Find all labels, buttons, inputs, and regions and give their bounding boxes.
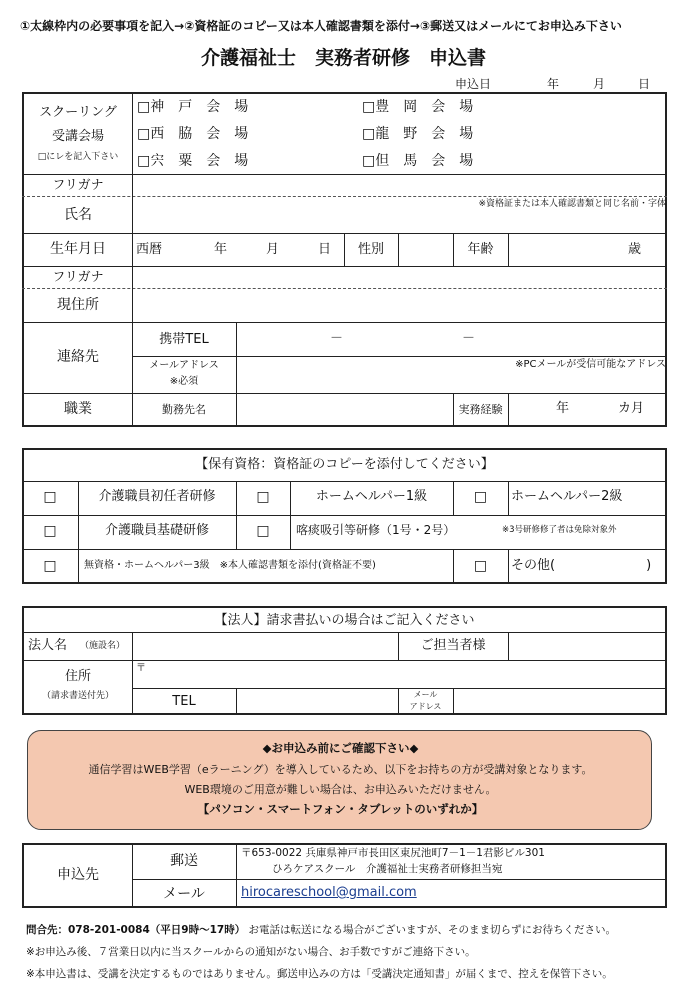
application-day: 日 [638, 77, 651, 91]
era-label: 西暦 [136, 242, 163, 257]
q1-checkbox[interactable]: □ [43, 489, 57, 505]
post-recipient: ひろケアスクール 介護福祉士実務者研修担当宛 [272, 863, 503, 875]
application-date-label: 申込日 [455, 77, 492, 91]
contact-label: 連絡先 [57, 349, 99, 365]
inquiry-phone: 問合先：078-201-0084（平日9時～17時） [26, 924, 246, 936]
corp-name-sub: （施設名） [80, 641, 126, 651]
mobile-label: 携帯TEL [159, 332, 209, 347]
phone-dash-2: － [462, 331, 476, 346]
destination-label: 申込先 [57, 867, 99, 883]
birth-label: 生年月日 [50, 241, 106, 257]
venue-label: 受講会場 [51, 129, 104, 144]
footer-note-2: ※本申込書は、受講を決定するものではありません。郵送申込みの方は「受講決定通知書」が届くまで、控えを保管下さい。 [26, 968, 613, 980]
email-required: ※必須 [169, 376, 199, 387]
q7-checkbox[interactable]: □ [473, 558, 488, 574]
footer-note-1: ※お申込み後、７営業日以内に当スクールからの通知がない場合、お手数ですがご連絡下さい。 [26, 946, 476, 958]
venue-tatsuno-checkbox[interactable]: □龍 野 会 場 [362, 126, 474, 142]
destination-email-link[interactable]: hirocareschool@gmail.com [241, 885, 417, 900]
address-label: 現住所 [57, 297, 99, 313]
name-note: ※資格証または本人確認書類と同じ名前・字体 [478, 199, 666, 209]
application-year: 年 [547, 77, 560, 91]
address-input[interactable] [133, 289, 665, 321]
corp-name-input[interactable] [133, 633, 397, 659]
q2-label: ホームヘルパー1級 [315, 489, 428, 504]
instructions: ①太線枠内の必要事項を記入→②資格証のコピー又は本人確認書類を添付→③郵送又はメールにてお申込み下さい [20, 19, 622, 33]
q1-label: 介護職員初任者研修 [98, 489, 216, 504]
post-label: 郵送 [170, 853, 198, 869]
birth-month-label: 月 [266, 242, 280, 257]
q6-label: 無資格・ホームヘルパー3級 ※本人確認書類を添付(資格証不要) [84, 560, 376, 571]
corp-name-label: 法人名 [28, 638, 68, 653]
corp-tel-label: TEL [172, 694, 196, 709]
notice-line-1: 通信学習はWEB学習（eラーニング）を導入しているため、以下をお持ちの方が受講対象となります。 [88, 763, 593, 776]
notice-line-2: WEB環境のご用意が難しい場合は、お申込みいただけません。 [184, 783, 497, 796]
page-title: 介護福祉士 実務者研修 申込書 [200, 47, 486, 69]
notice-box [27, 730, 652, 830]
gender-input[interactable] [399, 234, 452, 265]
inquiry-line [26, 925, 616, 936]
corp-mail-input[interactable] [454, 689, 665, 714]
phone-dash-1: － [330, 331, 344, 346]
furigana-label: フリガナ [52, 178, 104, 193]
q7-label: その他( ) [511, 558, 652, 573]
name-label: 氏名 [64, 207, 92, 223]
corp-address-input[interactable] [148, 661, 665, 687]
q4-label: 介護職員基礎研修 [104, 523, 209, 538]
corp-address-sub: （請求書送付先） [41, 691, 114, 701]
schooling-label: スクーリング [39, 105, 117, 120]
notice-line-3: 【パソコン・スマートフォン・タブレットのいずれか】 [197, 802, 484, 816]
venue-nishiwaki-checkbox[interactable]: □西 脇 会 場 [137, 126, 249, 142]
birth-day-label: 日 [318, 242, 332, 257]
application-month: 月 [593, 77, 606, 91]
email-input[interactable] [237, 357, 665, 392]
email-label: メールアドレス [149, 360, 219, 371]
postal-mark: 〒 [136, 663, 146, 674]
q4-checkbox[interactable]: □ [43, 523, 57, 539]
workplace-label: 勤務先名 [162, 403, 206, 416]
q5-note: ※3号研修修了者は免除対象外 [502, 525, 617, 535]
contact-person-label: ご担当者様 [420, 638, 486, 653]
contact-person-input[interactable] [509, 633, 665, 659]
post-address: 〒653-0022 兵庫県神戸市長田区東尻池町7－1－1君影ビル301 [241, 847, 545, 859]
corp-address-label: 住所 [64, 669, 91, 684]
experience-month: カ月 [618, 401, 645, 416]
venue-kobe-checkbox[interactable]: □神 戸 会 場 [137, 99, 249, 115]
furigana-input[interactable] [133, 175, 665, 196]
venue-note: □にレを記入下さい [37, 152, 119, 162]
notice-heading: ◆お申込み前にご確認下さい◆ [262, 741, 419, 755]
age-unit: 歳 [628, 242, 642, 257]
q2-checkbox[interactable]: □ [256, 489, 270, 505]
workplace-input[interactable] [237, 394, 452, 425]
experience-label: 実務経験 [458, 403, 503, 416]
q5-checkbox[interactable]: □ [256, 523, 270, 539]
q3-checkbox[interactable]: □ [473, 489, 488, 505]
qualifications-title: 【保有資格：資格証のコピーを添付してください】 [195, 457, 494, 472]
birth-year-label: 年 [214, 242, 228, 257]
corp-mail-label-1: メール [413, 690, 438, 699]
venue-tajima-checkbox[interactable]: □但 馬 会 場 [362, 153, 474, 169]
inquiry-note: お電話は転送になる場合がございますが、そのまま切らずにお待ちください。 [248, 924, 617, 936]
q3-label: ホームヘルパー2級 [511, 489, 623, 504]
gender-label: 性別 [357, 242, 384, 257]
mail-label: メール [163, 886, 205, 902]
corporate-title: 【法人】請求書払いの場合はご記入ください [214, 613, 475, 628]
corp-tel-input[interactable] [237, 689, 397, 714]
venue-toyooka-checkbox[interactable]: □豊 岡 会 場 [362, 99, 474, 115]
experience-year: 年 [556, 401, 570, 416]
q6-checkbox[interactable]: □ [43, 558, 57, 574]
address-furigana-label: フリガナ [52, 270, 104, 285]
email-note: ※PCメールが受信可能なアドレス [515, 359, 666, 370]
q5-label: 喀痰吸引等研修（1号・2号） [296, 523, 456, 537]
job-label: 職業 [64, 401, 92, 417]
venue-shiso-checkbox[interactable]: □宍 粟 会 場 [137, 153, 249, 169]
age-label: 年齢 [467, 242, 494, 257]
corp-mail-label-2: アドレス [409, 702, 442, 711]
